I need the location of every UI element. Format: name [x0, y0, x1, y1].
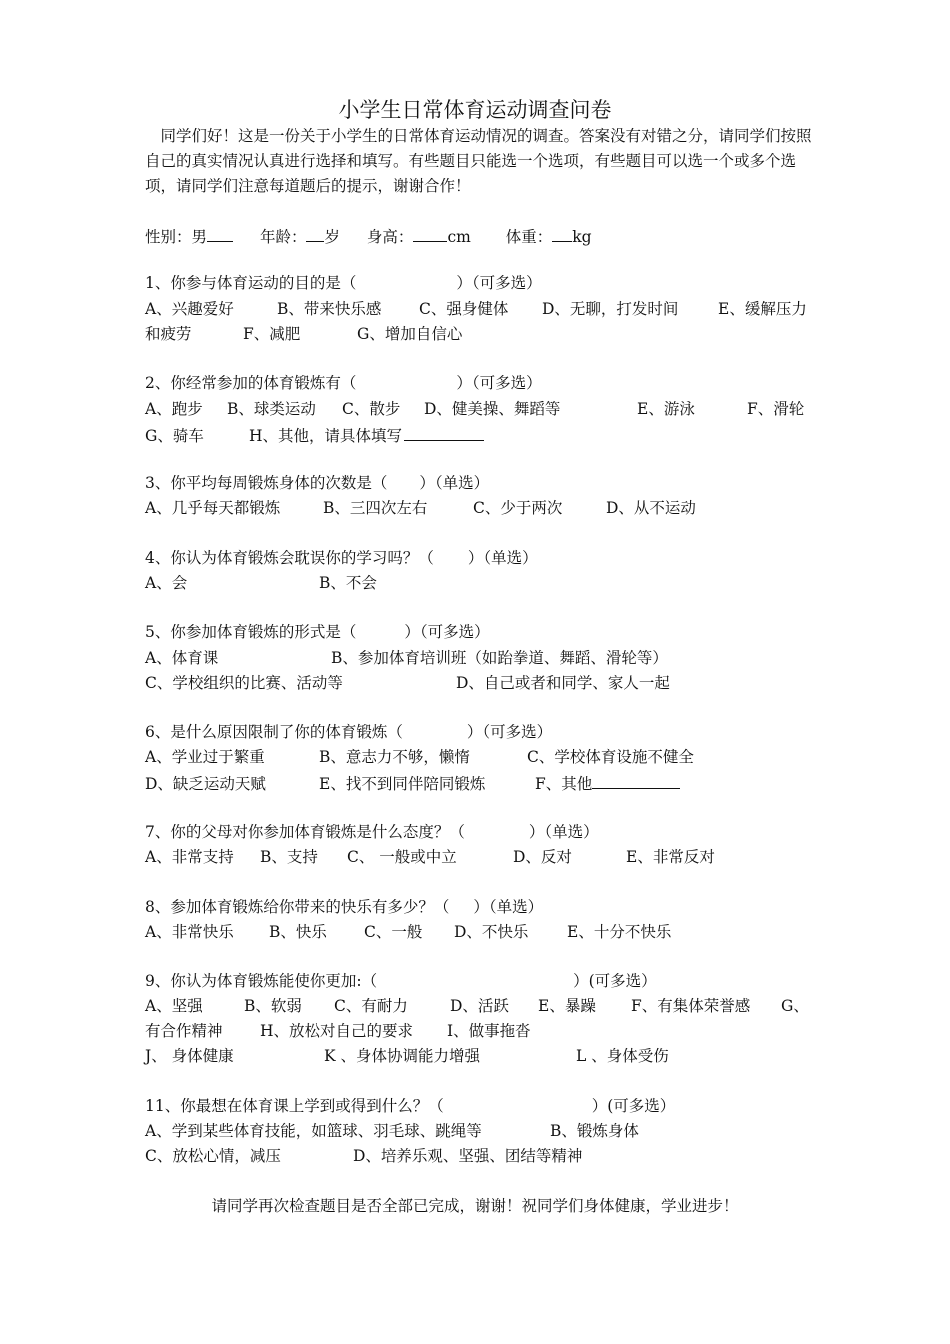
q8-option-a[interactable]: A、非常快乐: [145, 923, 234, 941]
gender-label: 性别：男: [145, 228, 208, 246]
q7-option-a[interactable]: A、非常支持: [145, 848, 234, 866]
q3-option-c[interactable]: C、少于两次: [473, 499, 563, 517]
question-3-options: [145, 497, 815, 519]
closing-note: 请同学再次检查题目是否全部已完成，谢谢！祝同学们身体健康，学业进步！: [211, 1197, 739, 1215]
question-1-hint: ）（可多选）: [456, 274, 542, 292]
question-1: [145, 272, 815, 294]
q9-option-f[interactable]: F、有集体荣誉感: [631, 997, 751, 1015]
question-2-hint: ）（可多选）: [456, 374, 542, 392]
q5-option-b[interactable]: B、参加体育培训班（如跆拳道、舞蹈、滑轮等）: [331, 649, 668, 667]
question-3: [145, 472, 815, 494]
q1-option-e-continued: 和疲劳: [145, 325, 192, 343]
q9-option-a[interactable]: A、坚强: [145, 997, 203, 1015]
q2-option-a[interactable]: A、跑步: [145, 400, 203, 418]
question-1-stem: 1、你参与体育运动的目的是（: [145, 274, 357, 292]
q8-option-c[interactable]: C、一般: [364, 923, 423, 941]
q1-option-c[interactable]: C、强身健体: [419, 300, 509, 318]
height-label: 身高：: [366, 228, 414, 246]
q9-option-k[interactable]: K 、身体协调能力增强: [324, 1047, 481, 1065]
question-8: [145, 896, 815, 918]
q2-option-b[interactable]: B、球类运动: [227, 400, 316, 418]
q6-option-f[interactable]: F、其他: [535, 775, 593, 793]
question-7-hint: ）（单选）: [528, 823, 599, 841]
q3-option-b[interactable]: B、三四次左右: [323, 499, 428, 517]
q9-option-i[interactable]: I、做事拖沓: [447, 1022, 531, 1040]
q7-option-b[interactable]: B、支持: [260, 848, 318, 866]
q9-option-b[interactable]: B、软弱: [244, 997, 302, 1015]
q6-option-a[interactable]: A、学业过于繁重: [145, 748, 265, 766]
question-9-options-row-2: [145, 1020, 815, 1042]
q9-option-h[interactable]: H、放松对自己的要求: [260, 1022, 414, 1040]
question-1-options-row-2: [145, 323, 815, 345]
question-1-options-row-1: [145, 298, 815, 320]
q9-option-c[interactable]: C、有耐力: [334, 997, 408, 1015]
q2-option-c[interactable]: C、散步: [342, 400, 401, 418]
q4-option-b[interactable]: B、不会: [319, 574, 377, 592]
q6-option-b[interactable]: B、意志力不够，懒惰: [319, 748, 470, 766]
q8-option-d[interactable]: D、不快乐: [454, 923, 529, 941]
question-9-hint: ）(可多选）: [573, 972, 657, 990]
question-7-stem: 7、你的父母对你参加体育锻炼是什么态度？（: [145, 823, 465, 841]
question-2-options-row-2: [145, 423, 815, 447]
question-11-stem: 11、你最想在体育课上学到或得到什么？（: [145, 1097, 444, 1115]
question-5-options-row-1: [145, 647, 815, 669]
q3-option-a[interactable]: A、几乎每天都锻炼: [145, 499, 281, 517]
q7-option-c[interactable]: C、 一般或中立: [347, 848, 457, 866]
q7-option-d[interactable]: D、反对: [513, 848, 572, 866]
q2-option-f[interactable]: F、滑轮: [747, 400, 805, 418]
question-11-hint: ）(可多选）: [591, 1097, 676, 1115]
intro-text: 同学们好！这是一份关于小学生的日常体育运动情况的调查。答案没有对错之分，请同学们按照自己的真实情况认真进行选择和填写。有些题目只能选一个选项，有些题目可以选一个或多个选项，请同学们注意每道题后的提示，谢谢合作！: [145, 127, 812, 195]
question-6-options-row-1: [145, 746, 815, 768]
q1-option-f[interactable]: F、减肥: [243, 325, 301, 343]
q6-option-c[interactable]: C、学校体育设施不健全: [527, 748, 694, 766]
q6-option-e[interactable]: E、找不到同伴陪同锻炼: [319, 775, 486, 793]
q1-option-d[interactable]: D、无聊，打发时间: [542, 300, 679, 318]
q2-option-d[interactable]: D、健美操、舞蹈等: [424, 400, 561, 418]
q5-option-c[interactable]: C、学校组织的比赛、活动等: [145, 674, 343, 692]
question-5: [145, 621, 815, 643]
q1-option-e[interactable]: E、缓解压力: [718, 300, 807, 318]
question-6: [145, 721, 815, 743]
question-11: [145, 1095, 815, 1117]
weight-blank[interactable]: [552, 224, 572, 242]
question-9-options-row-3: [145, 1045, 815, 1067]
question-5-hint: ）（可多选）: [404, 623, 490, 641]
question-4-options: [145, 572, 815, 594]
q5-option-a[interactable]: A、体育课: [145, 649, 219, 667]
q11-option-d[interactable]: D、培养乐观、坚强、团结等精神: [353, 1147, 583, 1165]
q6-option-d[interactable]: D、缺乏运动天赋: [145, 775, 266, 793]
q3-option-d[interactable]: D、从不运动: [606, 499, 696, 517]
weight-unit: kg: [572, 228, 592, 246]
question-8-hint: ）（单选）: [473, 898, 544, 916]
question-3-stem: 3、你平均每周锻炼身体的次数是（: [145, 474, 388, 492]
question-6-hint: ）（可多选）: [466, 723, 553, 741]
q11-option-a[interactable]: A、学到某些体育技能，如篮球、羽毛球、跳绳等: [145, 1122, 482, 1140]
question-2-stem: 2、你经常参加的体育锻炼有（: [145, 374, 357, 392]
question-4-hint: ）（单选）: [467, 549, 538, 567]
q2-option-e[interactable]: E、游泳: [637, 400, 695, 418]
q9-option-j[interactable]: J、 身体健康: [145, 1047, 234, 1065]
q2-option-h[interactable]: H、其他，请具体填写: [249, 427, 403, 445]
q2-other-blank[interactable]: [404, 423, 484, 441]
question-11-options-row-2: [145, 1145, 815, 1167]
weight-label: 体重：: [505, 228, 553, 246]
question-5-stem: 5、你参加体育锻炼的形式是（: [145, 623, 357, 641]
question-6-options-row-2: [145, 771, 815, 795]
q2-option-g[interactable]: G、骑车: [145, 427, 204, 445]
q1-option-a[interactable]: A、兴趣爱好: [145, 300, 234, 318]
question-4: [145, 547, 815, 569]
question-5-options-row-2: [145, 672, 815, 694]
q4-option-a[interactable]: A、会: [145, 574, 188, 592]
question-9-options-row-1: [145, 995, 815, 1017]
age-unit: 岁: [324, 228, 340, 246]
intro-paragraph: [145, 124, 815, 199]
age-label: 年龄：: [259, 228, 307, 246]
question-7: [145, 821, 815, 843]
question-2: [145, 372, 815, 394]
question-3-hint: ）（单选）: [419, 474, 490, 492]
question-11-options-row-1: [145, 1120, 815, 1142]
q5-option-d[interactable]: D、自己或者和同学、家人一起: [456, 674, 670, 692]
question-8-options: [145, 921, 815, 943]
question-4-stem: 4、你认为体育锻炼会耽误你的学习吗？（: [145, 549, 434, 567]
question-7-options: [145, 846, 815, 868]
q9-option-g-continued: 有合作精神: [145, 1022, 223, 1040]
height-unit: cm: [447, 228, 471, 246]
question-8-stem: 8、参加体育锻炼给你带来的快乐有多少？（: [145, 898, 450, 916]
q8-option-e[interactable]: E、十分不快乐: [567, 923, 672, 941]
q1-option-g[interactable]: G、增加自信心: [357, 325, 463, 343]
question-9-stem: 9、你认为体育锻炼能使你更加:（: [145, 972, 378, 990]
height-blank[interactable]: [413, 224, 447, 242]
question-2-options-row-1: [145, 398, 815, 420]
q9-option-g[interactable]: G、: [781, 997, 809, 1015]
question-6-stem: 6、是什么原因限制了你的体育锻炼（: [145, 723, 403, 741]
q7-option-e[interactable]: E、非常反对: [626, 848, 715, 866]
gender-blank[interactable]: [207, 224, 233, 242]
question-9: [145, 970, 815, 992]
q6-other-blank[interactable]: [592, 771, 680, 789]
q8-option-b[interactable]: B、快乐: [269, 923, 327, 941]
q9-option-d[interactable]: D、活跃: [450, 997, 509, 1015]
q1-option-b[interactable]: B、带来快乐感: [277, 300, 382, 318]
age-blank[interactable]: [306, 224, 324, 242]
page-title: 小学生日常体育运动调查问卷: [338, 98, 612, 122]
basic-info-line: [145, 224, 815, 248]
q9-option-e[interactable]: E、暴躁: [538, 997, 596, 1015]
q9-option-l[interactable]: L 、身体受伤: [576, 1047, 669, 1065]
q11-option-c[interactable]: C、放松心情，减压: [145, 1147, 281, 1165]
q11-option-b[interactable]: B、锻炼身体: [550, 1122, 639, 1140]
